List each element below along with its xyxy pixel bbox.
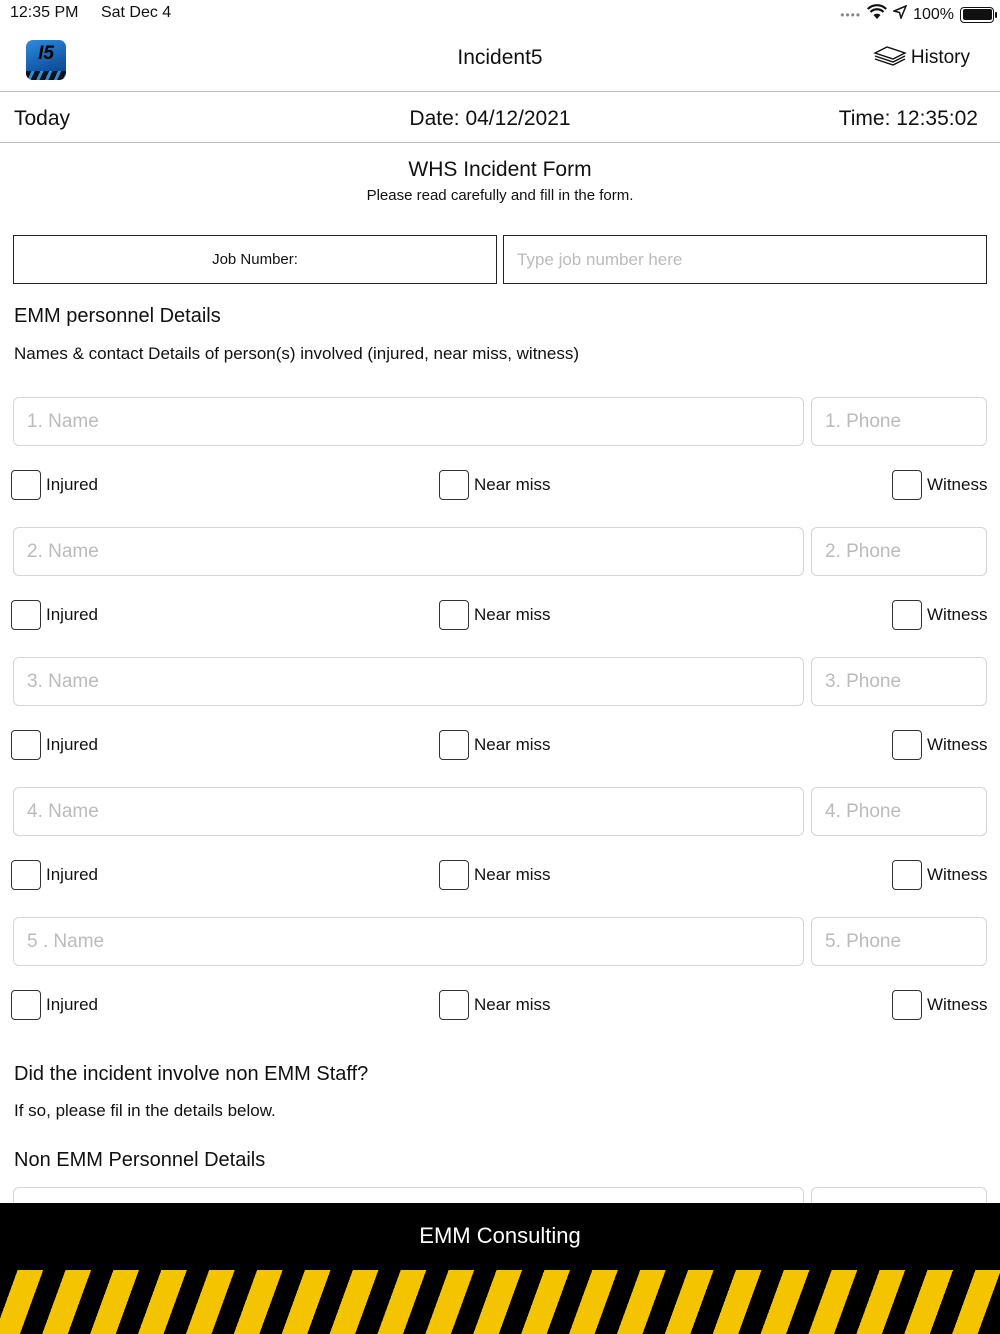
time-label: Time: 12:35:02 <box>838 107 978 130</box>
person-4-injured-checkbox[interactable] <box>11 860 98 890</box>
person-5-near-miss-checkbox[interactable] <box>439 990 551 1020</box>
person-1-name-input[interactable] <box>13 397 804 446</box>
person-5-witness-checkbox[interactable] <box>892 990 987 1020</box>
person-3-checkbox-row <box>0 730 1000 762</box>
checkbox-box[interactable] <box>439 470 469 500</box>
near-miss-label: Near miss <box>474 475 551 494</box>
history-button[interactable] <box>873 44 970 72</box>
person-2-phone-input[interactable] <box>811 527 987 576</box>
emm-section-heading: EMM personnel Details <box>14 305 221 327</box>
battery-percent: 100% <box>913 5 954 23</box>
person-5-phone-input[interactable] <box>811 917 987 966</box>
status-date: Sat Dec 4 <box>100 4 172 21</box>
person-4-near-miss-checkbox[interactable] <box>439 860 551 890</box>
witness-label: Witness <box>927 735 988 754</box>
wifi-icon <box>867 4 887 25</box>
checkbox-box[interactable] <box>11 990 41 1020</box>
checkbox-box[interactable] <box>11 470 41 500</box>
date-label: Date: 04/12/2021 <box>409 107 571 130</box>
person-4-checkbox-row <box>0 860 1000 892</box>
checkbox-box[interactable] <box>892 990 922 1020</box>
checkbox-box[interactable] <box>11 860 41 890</box>
injured-label: Injured <box>46 995 98 1014</box>
person-2-witness-checkbox[interactable] <box>892 600 987 630</box>
checkbox-box[interactable] <box>439 990 469 1020</box>
checkbox-box[interactable] <box>11 730 41 760</box>
checkbox-box[interactable] <box>892 860 922 890</box>
page-title: Incident5 <box>457 46 543 69</box>
person-3-name-input[interactable] <box>13 657 804 706</box>
job-number-label: Job Number: <box>13 235 497 284</box>
person-3-injured-checkbox[interactable] <box>11 730 98 760</box>
person-4-name-input[interactable] <box>13 787 804 836</box>
injured-label: Injured <box>46 865 98 884</box>
non-emm-question: Did the incident involve non EMM Staff? <box>14 1063 369 1085</box>
logo-stripes <box>26 71 66 80</box>
injured-label: Injured <box>46 735 98 754</box>
checkbox-box[interactable] <box>439 860 469 890</box>
person-1-injured-checkbox[interactable] <box>11 470 98 500</box>
status-bar <box>0 0 1000 28</box>
checkbox-box[interactable] <box>439 600 469 630</box>
job-number-input[interactable] <box>503 235 987 284</box>
today-label: Today <box>14 107 71 130</box>
footer <box>0 1203 1000 1334</box>
checkbox-box[interactable] <box>892 470 922 500</box>
person-4-phone-input[interactable] <box>811 787 987 836</box>
person-2-name-input[interactable] <box>13 527 804 576</box>
person-1-checkbox-row <box>0 470 1000 502</box>
person-3-near-miss-checkbox[interactable] <box>439 730 551 760</box>
hazard-stripes <box>0 1270 1000 1334</box>
form-title: WHS Incident Form <box>408 158 592 181</box>
emm-section-description: Names & contact Details of person(s) involved (injured, near miss, witness) <box>14 344 579 363</box>
non-emm-section-heading: Non EMM Personnel Details <box>14 1149 266 1171</box>
person-3-phone-input[interactable] <box>811 657 987 706</box>
person-3-witness-checkbox[interactable] <box>892 730 987 760</box>
witness-label: Witness <box>927 865 988 884</box>
status-time: 12:35 PM <box>10 4 79 21</box>
non-emm-instruction: If so, please fil in the details below. <box>14 1101 276 1120</box>
witness-label: Witness <box>927 475 988 494</box>
person-5-name-input[interactable] <box>13 917 804 966</box>
footer-title: EMM Consulting <box>419 1223 581 1248</box>
history-label: History <box>910 47 970 68</box>
checkbox-box[interactable] <box>11 600 41 630</box>
checkbox-box[interactable] <box>439 730 469 760</box>
form-subtitle: Please read carefully and fill in the form. <box>366 187 634 204</box>
app-logo-text: I5 <box>38 43 54 64</box>
near-miss-label: Near miss <box>474 995 551 1014</box>
person-4-witness-checkbox[interactable] <box>892 860 987 890</box>
person-1-near-miss-checkbox[interactable] <box>439 470 551 500</box>
history-stack-icon <box>873 44 907 72</box>
person-5-checkbox-row <box>0 990 1000 1022</box>
location-arrow-icon <box>893 5 907 24</box>
injured-label: Injured <box>46 475 98 494</box>
checkbox-box[interactable] <box>892 730 922 760</box>
near-miss-label: Near miss <box>474 605 551 624</box>
battery-icon <box>960 7 994 23</box>
person-2-checkbox-row <box>0 600 1000 632</box>
witness-label: Witness <box>927 995 988 1014</box>
near-miss-label: Near miss <box>474 865 551 884</box>
injured-label: Injured <box>46 605 98 624</box>
signal-dots-icon: •••• <box>840 7 862 22</box>
nav-bar <box>0 28 1000 92</box>
person-1-witness-checkbox[interactable] <box>892 470 987 500</box>
person-2-near-miss-checkbox[interactable] <box>439 600 551 630</box>
witness-label: Witness <box>927 605 988 624</box>
checkbox-box[interactable] <box>892 600 922 630</box>
person-1-phone-input[interactable] <box>811 397 987 446</box>
near-miss-label: Near miss <box>474 735 551 754</box>
date-bar <box>0 93 1000 143</box>
person-5-injured-checkbox[interactable] <box>11 990 98 1020</box>
person-2-injured-checkbox[interactable] <box>11 600 98 630</box>
